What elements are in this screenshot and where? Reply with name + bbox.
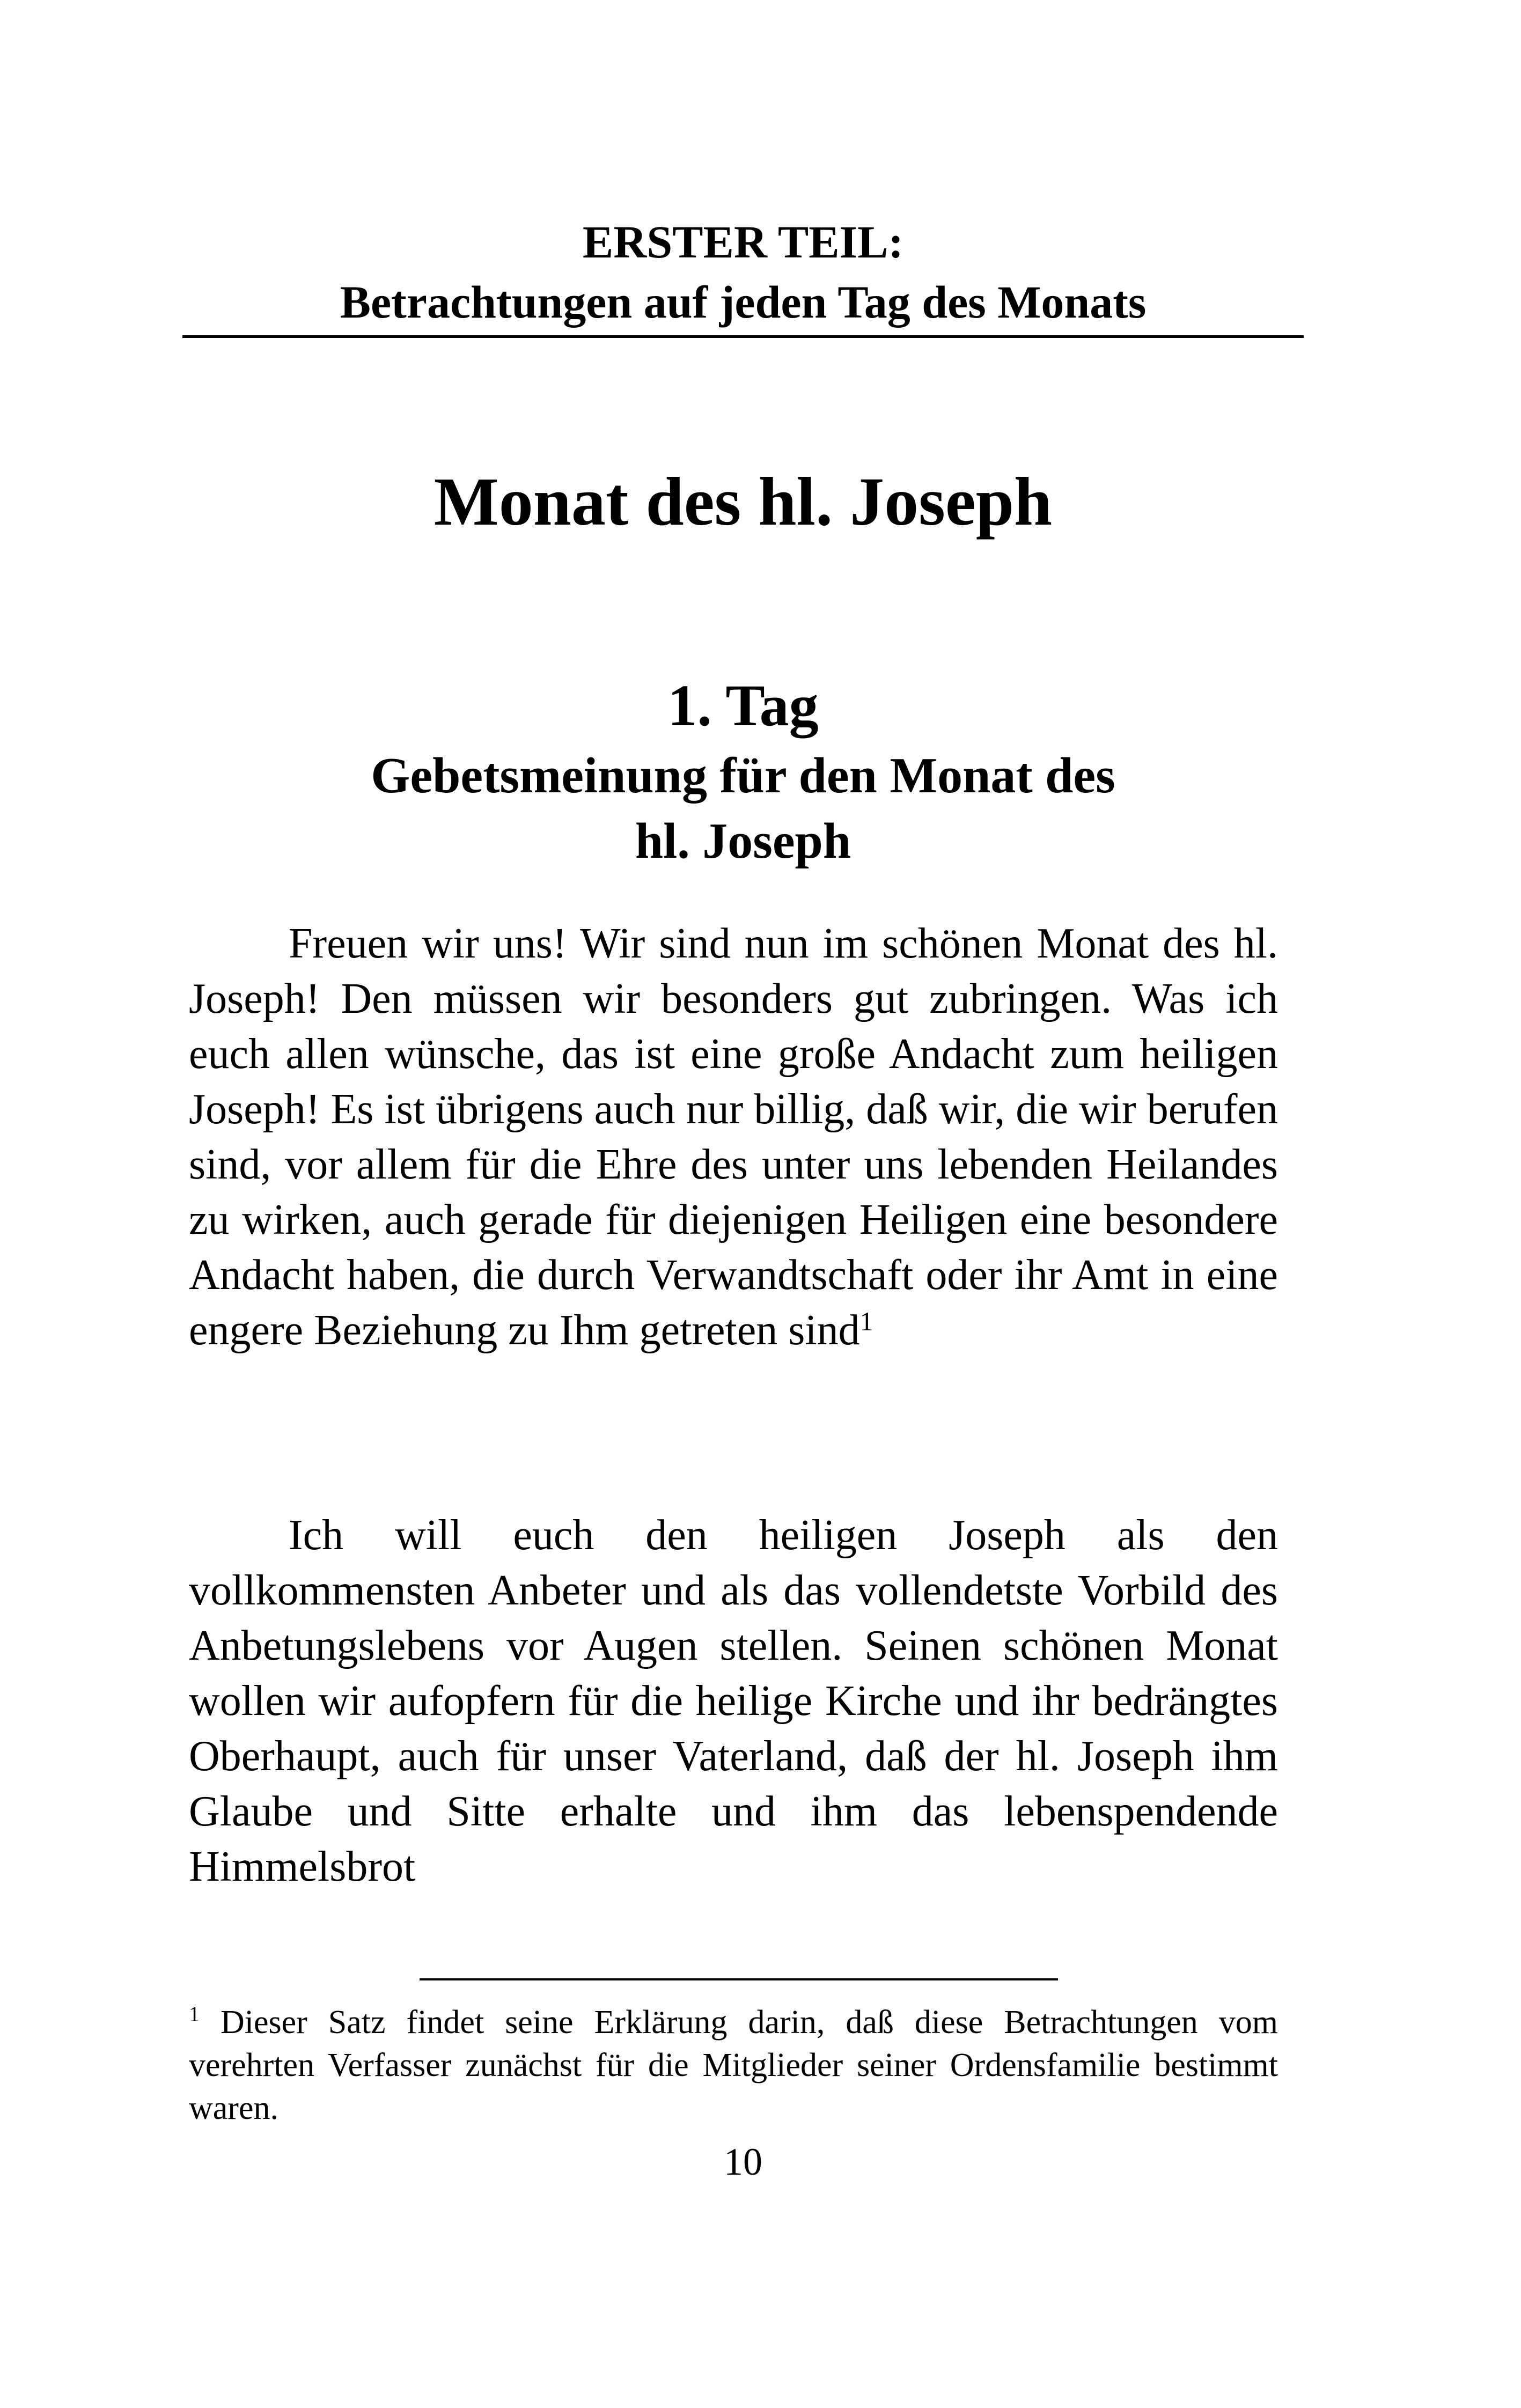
footnote-divider (420, 1978, 1058, 1980)
footnote-marker: 1 (189, 2002, 200, 2026)
part-label: ERSTER TEIL: (582, 216, 904, 268)
paragraph-2-text: Ich will euch den heiligen Joseph als den vollkommensten Anbeter und als das vollendetste Vorbild des Anbetungslebens vor Augen stellen. Seinen schönen Monat wollen wir aufopfern für die heilige Kirche und ihr bedrängtes Oberhaupt, auch für unser Vaterland, daß der hl. Joseph ihm Glaube und Sitte erhalte und ihm das lebenspendende Himmelsbrot (189, 1512, 1278, 1890)
day-subtitle (182, 743, 1304, 874)
day-subtitle-line-2: hl. Joseph (635, 813, 851, 869)
day-title: 1. Tag (667, 673, 819, 738)
footnote-reference[interactable]: 1 (859, 1306, 873, 1336)
body-paragraph-1 (189, 916, 1278, 1358)
page-number: 10 (724, 2140, 762, 2183)
day-subtitle-line-1: Gebetsmeinung für den Monat des (371, 748, 1115, 804)
footnote (189, 2001, 1278, 2130)
body-paragraph-2 (189, 1508, 1278, 1895)
footnote-text: Dieser Satz findet seine Erklärung darin, daß diese Betrachtungen vom verehrten Verfasser zunächst für die Mitglieder seiner Ordensfamilie bestimmt waren. (189, 2004, 1278, 2126)
paragraph-1-text: Freuen wir uns! Wir sind nun im schönen Monat des hl. Joseph! Den müssen wir besonders gut zubringen. Was ich euch allen wünsche, das ist eine große Andacht zum heiligen Joseph! Es ist übrigens auch nur billig, daß wir, die wir berufen sind, vor allem für die Ehre des unter uns lebenden Heilandes zu wirken, auch gerade für diejenigen Heiligen eine besondere Andacht haben, die durch Verwandtschaft oder ihr Amt in eine engere Beziehung zu Ihm getreten sind (189, 920, 1278, 1354)
header-divider (182, 335, 1304, 338)
part-header (182, 212, 1304, 332)
month-title: Monat des hl. Joseph (433, 463, 1053, 540)
part-subtitle: Betrachtungen auf jeden Tag des Monats (340, 276, 1147, 328)
